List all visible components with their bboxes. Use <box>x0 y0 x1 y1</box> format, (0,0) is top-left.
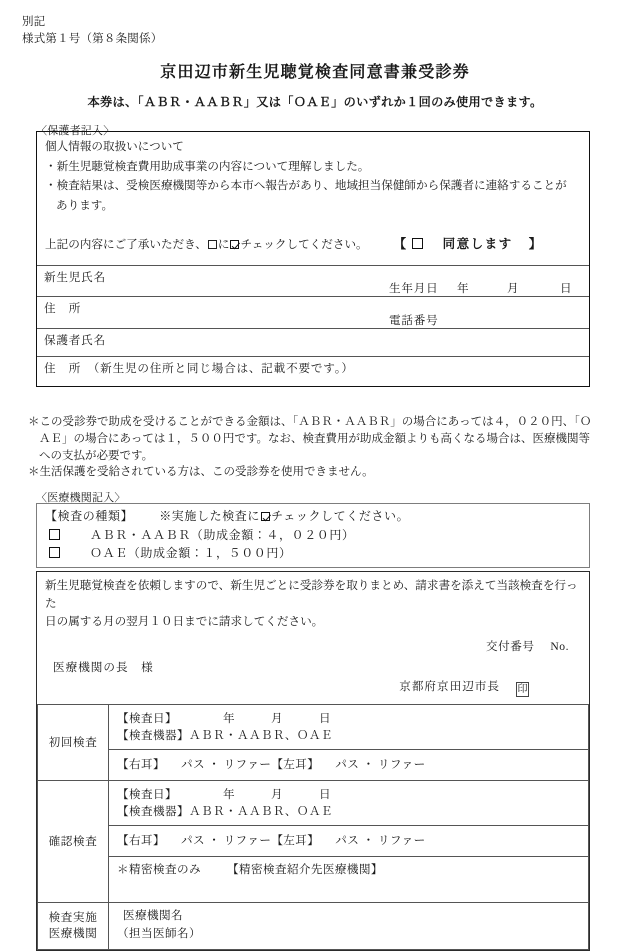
confirm-exam-date-device-cell[interactable] <box>109 781 589 826</box>
consent-instruction-line <box>45 235 581 258</box>
privacy-bullet-2-continued: あります。 <box>56 198 114 212</box>
first-exam-right-ear-options[interactable]: パス ・ リファー <box>180 758 272 772</box>
table-row[interactable] <box>38 857 589 903</box>
exam-type-instruction-suffix: チェックしてください。 <box>271 509 410 523</box>
guardian-address-label: 住 所 （新生児の住所と同じ場合は、記載不要です。） <box>44 361 354 375</box>
confirm-exam-date-line <box>117 786 588 804</box>
claim-request-text <box>37 572 589 631</box>
exam-results-table <box>37 704 589 950</box>
first-exam-date-device-cell[interactable] <box>109 705 589 750</box>
first-exam-left-ear-options[interactable]: パス ・ リファー <box>335 758 426 772</box>
exam-type-option-oae[interactable] <box>45 544 589 563</box>
privacy-notice-heading: 個人情報の取扱いについて <box>45 140 184 153</box>
birth-day-label: 日 <box>560 281 573 295</box>
confirm-exam-right-ear-label: 【右耳】 <box>117 834 165 848</box>
medical-claim-box <box>36 571 590 951</box>
confirm-exam-left-ear-options[interactable]: パス ・ リファー <box>335 834 426 848</box>
exam-type-heading-line <box>45 507 589 526</box>
newborn-name-label: 新生児氏名 <box>44 270 106 284</box>
addressee-line: 医療機関の長 様 <box>53 661 154 674</box>
newborn-address-label: 住 所 <box>44 301 82 315</box>
table-row[interactable] <box>38 826 589 857</box>
first-exam-ears-cell[interactable] <box>109 750 589 781</box>
agree-checkbox-group[interactable] <box>394 235 543 255</box>
first-exam-year: 年 <box>222 711 235 725</box>
confirm-exam-left-ear-label: 【左耳】 <box>271 834 320 848</box>
exam-type-instruction-prefix: ※実施した検査に <box>159 509 261 523</box>
footnote-1-line-2: ＡＥ」の場合にあっては１，５００円です。なお、検査費用が助成金額よりも高くなる場合は、医療機関等 <box>39 432 590 445</box>
performing-institution-label-line-1: 検査実施 <box>48 911 98 924</box>
performing-institution-side-label <box>38 903 109 950</box>
birth-year-label: 年 <box>457 281 470 295</box>
claim-request-line-2: 日の属する月の翌月１０日までに請求してください。 <box>45 615 324 628</box>
attending-doctor-label: （担当医師名） <box>117 926 201 940</box>
confirm-exam-side-label: 確認検査 <box>38 781 109 903</box>
first-exam-day: 日 <box>318 711 331 725</box>
birthdate-label: 生年月日 <box>389 281 439 295</box>
footnote-1-line-3: への支払が必要です。 <box>39 449 154 462</box>
form-number: 様式第１号（第８条関係） <box>22 33 163 45</box>
confirm-exam-device-line <box>117 803 588 821</box>
consent-mid-text: に <box>217 238 230 251</box>
first-exam-date-label: 【検査日】 <box>117 711 177 725</box>
page-subtitle: 本券は、「ＡＢＲ・ＡＡＢＲ」又は「ＯＡＥ」のいずれか１回のみ使用できます。 <box>87 95 543 109</box>
table-row[interactable] <box>38 903 589 950</box>
performing-institution-cell[interactable] <box>109 903 589 950</box>
field-row-newborn-name[interactable] <box>37 265 589 296</box>
spacer <box>45 215 581 235</box>
confirm-exam-month: 月 <box>270 787 283 801</box>
confirm-exam-day: 日 <box>318 787 331 801</box>
empty-checkbox-icon <box>208 240 217 249</box>
exam-type-heading: 【検査の種類】 <box>45 509 134 523</box>
phone-label: 電話番号 <box>389 313 439 327</box>
oae-checkbox[interactable] <box>49 547 60 558</box>
field-row-guardian-name[interactable] <box>37 328 589 356</box>
abr-checkbox[interactable] <box>49 529 60 540</box>
first-exam-month: 月 <box>270 711 283 725</box>
confirm-exam-date-label: 【検査日】 <box>117 787 177 801</box>
first-exam-left-ear[interactable] <box>271 756 425 774</box>
privacy-bullet-1: ・新生児聴覚検査費用助成事業の内容について理解しました。 <box>45 159 370 173</box>
first-exam-device-label: 【検査機器】 <box>117 729 189 742</box>
footnotes <box>28 414 608 481</box>
issue-number-label: 交付番号 <box>486 640 535 653</box>
footnote-1 <box>28 414 608 464</box>
issue-number-row[interactable] <box>37 631 589 654</box>
field-row-guardian-address[interactable] <box>37 356 589 386</box>
checked-checkbox-icon <box>261 512 270 521</box>
agree-bracket-close: 】 <box>528 237 543 251</box>
first-exam-date-line <box>117 710 588 728</box>
footnote-2: ＊生活保護を受給されている方は、この受診券を使用できません。 <box>28 466 374 479</box>
agree-checkbox[interactable] <box>412 238 423 249</box>
detailed-exam-note: ＊精密検査のみ <box>117 863 201 876</box>
first-exam-right-ear[interactable] <box>117 756 271 774</box>
issue-number-value: No. <box>550 640 569 653</box>
privacy-notice <box>37 132 589 265</box>
consent-suffix-text: チェックしてください。 <box>240 238 368 251</box>
claim-request-line-1: 新生児聴覚検査を依頼しますので、新生児ごとに受診券を取りまとめ、請求書を添えて当該検査を行った <box>45 579 578 610</box>
field-row-newborn-address[interactable] <box>37 296 589 328</box>
page-title: 京田辺市新生児聴覚検査同意書兼受診券 <box>160 64 470 81</box>
exam-type-box <box>36 503 590 568</box>
confirm-exam-device-label: 【検査機器】 <box>117 805 189 818</box>
table-row[interactable] <box>38 781 589 826</box>
detailed-exam-referral-label: 【精密検査紹介先医療機関】 <box>226 863 383 876</box>
confirm-exam-right-ear-options[interactable]: パス ・ リファー <box>180 834 272 848</box>
agree-label: 同意します <box>442 237 513 251</box>
exam-type-option-abr[interactable] <box>45 526 589 545</box>
agree-bracket-open: 【 <box>393 237 408 251</box>
annex-label: 別記 <box>22 16 46 28</box>
first-exam-device-line <box>117 727 588 745</box>
confirm-exam-device-value: ＡＢＲ・ＡＡＢＲ、ＯＡＥ <box>188 805 333 818</box>
table-row[interactable] <box>38 750 589 781</box>
institution-name-label: 医療機関名 <box>123 909 183 922</box>
first-exam-side-label: 初回検査 <box>38 705 109 781</box>
official-seal-icon: 印 <box>517 684 528 695</box>
confirm-exam-ears-cell[interactable] <box>109 826 589 857</box>
table-row[interactable] <box>38 705 589 750</box>
consent-instruction-text <box>45 235 368 255</box>
detailed-exam-referral-cell[interactable] <box>109 857 589 903</box>
first-exam-device-value: ＡＢＲ・ＡＡＢＲ、ＯＡＥ <box>188 729 333 742</box>
performing-institution-label-line-2: 医療機関 <box>48 927 98 940</box>
guardian-entry-box <box>36 131 590 387</box>
mayor-signature-line <box>37 675 589 704</box>
abr-option-label: ＡＢＲ・ＡＡＢＲ（助成金額：４，０２０円） <box>90 527 355 542</box>
first-exam-left-ear-label: 【左耳】 <box>271 758 320 772</box>
mayor-title: 京都府京田辺市長 <box>399 680 500 693</box>
confirm-exam-right-ear[interactable] <box>117 832 271 850</box>
oae-option-label: ＯＡＥ（助成金額：１，５００円） <box>90 546 292 560</box>
birth-month-label: 月 <box>507 281 520 295</box>
consent-prefix-text: 上記の内容にご了承いただき、 <box>45 238 207 251</box>
confirm-exam-left-ear[interactable] <box>271 832 425 850</box>
guardian-name-label: 保護者氏名 <box>44 333 106 347</box>
footnote-1-line-1: ＊この受診券で助成を受けることができる金額は、「ＡＢＲ・ＡＡＢＲ」の場合にあっては４，０２０円、「Ｏ <box>28 416 592 428</box>
guardian-section-caption: 〈保護者記入〉 <box>36 125 115 137</box>
medical-section-caption: 〈医療機関記入〉 <box>36 492 126 504</box>
first-exam-right-ear-label: 【右耳】 <box>117 758 165 772</box>
confirm-exam-year: 年 <box>222 787 235 801</box>
privacy-bullet-2: ・検査結果は、受検医療機関等から本市へ報告があり、地域担当保健師から保護者に連絡することが <box>45 179 567 192</box>
checked-checkbox-icon <box>230 240 239 249</box>
